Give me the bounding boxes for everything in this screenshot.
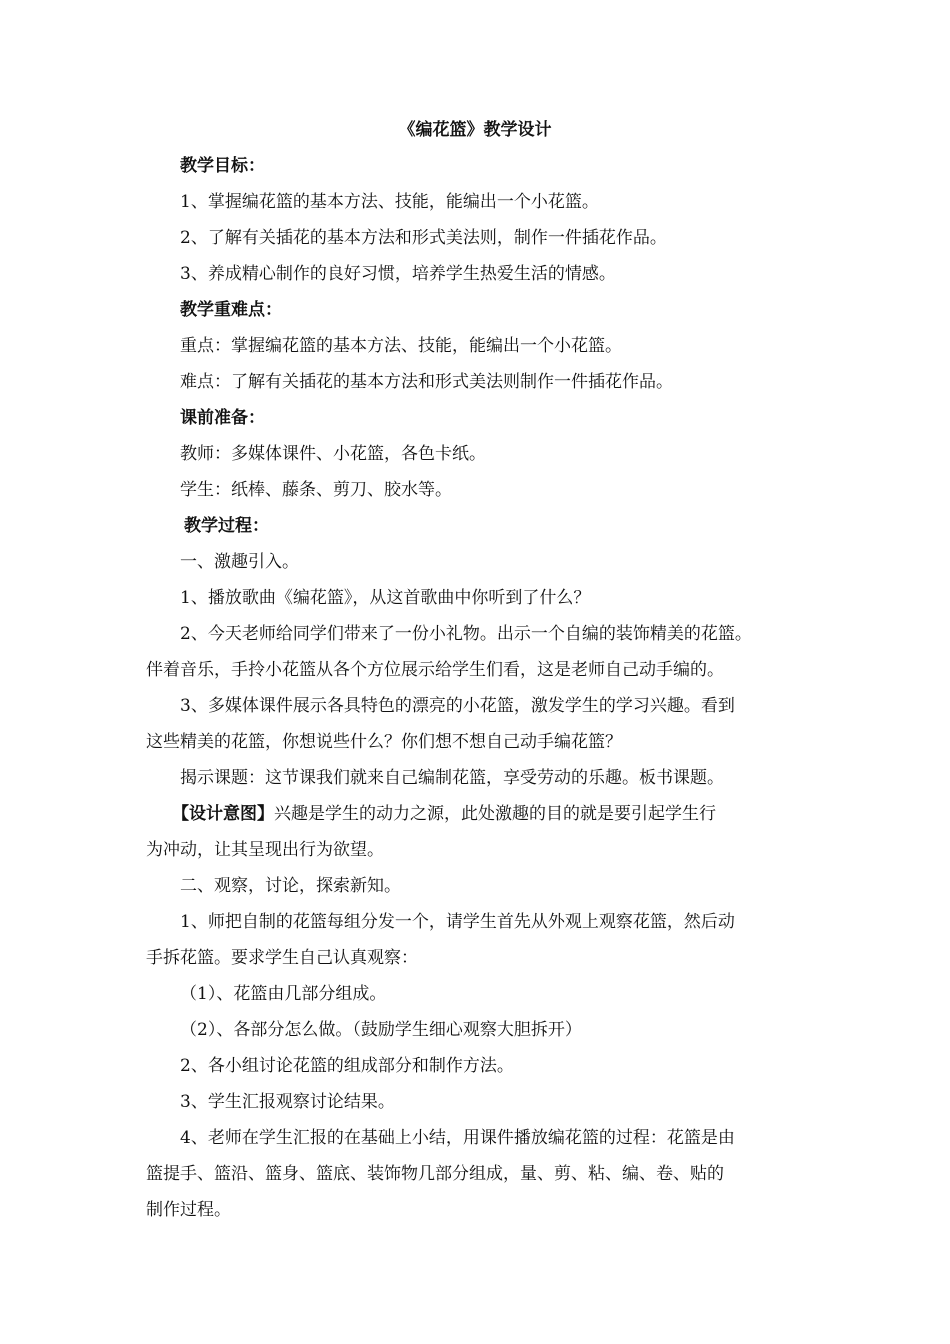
process-line: （2）、各部分怎么做。（鼓励学生细心观察大胆拆开） [180,1020,582,1040]
document-title: 《编花篮》教学设计 [398,120,552,140]
process-line: 1、师把自制的花篮每组分发一个，请学生首先从外观上观察花篮，然后动 [180,912,735,932]
objective-item: 2、了解有关插花的基本方法和形式美法则，制作一件插花作品。 [180,228,667,248]
process-line: 2、今天老师给同学们带来了一份小礼物。出示一个自编的装饰精美的花篮。 [180,624,752,644]
process-line: 二、观察，讨论，探索新知。 [180,876,401,896]
process-line: 3、学生汇报观察讨论结果。 [180,1092,395,1112]
preparation-heading: 课前准备： [180,408,265,428]
process-line: 一、激趣引入。 [180,552,299,572]
design-intent-label: 【设计意图】 [172,804,274,824]
process-line: 3、多媒体课件展示各具特色的漂亮的小花篮，激发学生的学习兴趣。看到 [180,696,735,716]
process-line: 4、老师在学生汇报的在基础上小结，用课件播放编花篮的过程：花篮是由 [180,1128,735,1148]
process-line: 制作过程。 [146,1200,231,1220]
key-points-heading: 教学重难点： [180,300,282,320]
process-line: 手拆花篮。要求学生自己认真观察： [146,948,418,968]
process-line: 为冲动，让其呈现出行为欲望。 [146,840,384,860]
process-heading: 教学过程： [184,516,269,536]
process-line: 1、播放歌曲《编花篮》，从这首歌曲中你听到了什么？ [180,588,591,608]
process-line: 揭示课题：这节课我们就来自己编制花篮，享受劳动的乐趣。板书课题。 [180,768,724,788]
objective-item: 3、养成精心制作的良好习惯，培养学生热爱生活的情感。 [180,264,616,284]
objective-item: 1、掌握编花篮的基本方法、技能，能编出一个小花篮。 [180,192,599,212]
process-line: 2、各小组讨论花篮的组成部分和制作方法。 [180,1056,514,1076]
process-line: 伴着音乐，手拎小花篮从各个方位展示给学生们看，这是老师自己动手编的。 [146,660,724,680]
design-intent-text: 兴趣是学生的动力之源，此处激趣的目的就是要引起学生行 [274,804,716,824]
key-point-item: 重点：掌握编花篮的基本方法、技能，能编出一个小花篮。 [180,336,622,356]
process-line: （1）、花篮由几部分组成。 [180,984,387,1004]
preparation-item: 教师：多媒体课件、小花篮，各色卡纸。 [180,444,486,464]
process-line: 篮提手、篮沿、篮身、篮底、装饰物几部分组成，量、剪、粘、编、卷、贴的 [146,1164,724,1184]
preparation-item: 学生：纸棒、藤条、剪刀、胶水等。 [180,480,452,500]
design-intent-line [172,802,716,826]
process-line: 这些精美的花篮，你想说些什么？你们想不想自己动手编花篮？ [146,732,622,752]
key-point-item: 难点：了解有关插花的基本方法和形式美法则制作一件插花作品。 [180,372,673,392]
objectives-heading: 教学目标： [180,156,265,176]
